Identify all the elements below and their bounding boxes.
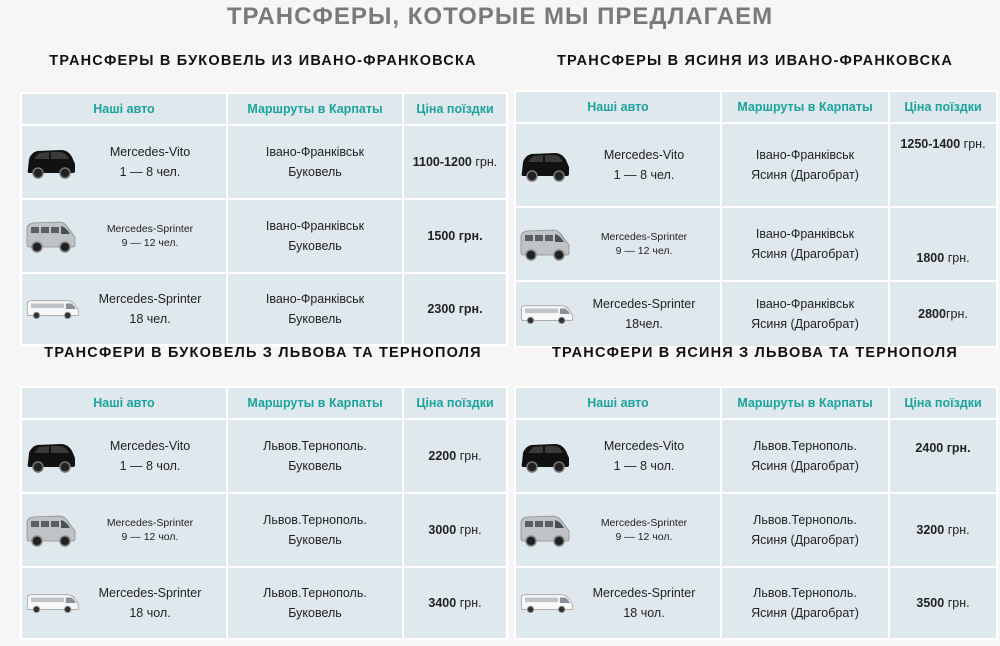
route-from: Львов.Тернополь.: [263, 439, 367, 453]
route-to: Буковель: [288, 239, 342, 253]
price-table: [514, 386, 998, 640]
price-cell: [403, 273, 507, 345]
table-row: [21, 199, 507, 273]
table-row: [515, 207, 997, 281]
route-to: Буковель: [288, 165, 342, 179]
car-name: Mercedes-Vito: [109, 439, 191, 453]
header-routes: Маршруты в Карпаты: [227, 387, 403, 419]
route-cell: [227, 125, 403, 199]
header-price: Ціна поїздки: [889, 91, 997, 123]
price-value: 1800: [916, 251, 945, 265]
table-row: [21, 125, 507, 199]
price-value: 1250-1400: [900, 137, 961, 151]
route-from: Львов.Тернополь.: [263, 586, 367, 600]
route-to: Ясиня (Драгобрат): [751, 533, 859, 547]
car-capacity: 9 — 12 чол.: [121, 531, 179, 543]
table-row: [21, 567, 507, 639]
price-unit: грн.: [960, 137, 986, 151]
table-title: ТРАНСФЕРЫ В ЯСИНЯ ИЗ ИВАНО-ФРАНКОВСКА: [556, 53, 954, 69]
table-row: [515, 419, 997, 493]
header-cars: Наші авто: [515, 91, 721, 123]
price-cell: [403, 199, 507, 273]
header-cars: Наші авто: [515, 387, 721, 419]
price-value: 2800: [918, 307, 946, 321]
car-name: Mercedes-Sprinter: [98, 586, 202, 600]
price-cell: [889, 123, 997, 207]
price-table: [20, 386, 508, 640]
page-title: ТРАНСФЕРЫ, КОТОРЫЕ МЫ ПРЕДЛАГАЕМ: [226, 3, 774, 30]
route-from: Львов.Тернополь.: [753, 586, 857, 600]
header-price: Ціна поїздки: [889, 387, 997, 419]
price-cell: [403, 419, 507, 493]
table-row: [21, 493, 507, 567]
car-name: Mercedes-Sprinter: [106, 223, 194, 235]
table-row: [21, 273, 507, 345]
header-routes: Маршруты в Карпаты: [227, 93, 403, 125]
car-capacity: 1 — 8 чел.: [613, 168, 675, 182]
price-unit: грн.: [456, 523, 482, 537]
black-minivan-icon: [25, 439, 77, 473]
price-value: 3400: [428, 596, 457, 610]
black-minivan-icon: [519, 148, 571, 182]
header-cars: Наші авто: [21, 387, 227, 419]
price-value: 2300 грн.: [427, 302, 483, 316]
car-name: Mercedes-Vito: [109, 145, 191, 159]
header-routes: Маршруты в Карпаты: [721, 91, 889, 123]
price-cell: [889, 419, 997, 493]
silver-van-icon: [25, 219, 77, 253]
car-cell: [21, 493, 227, 567]
black-minivan-icon: [25, 145, 77, 179]
header-cars: Наші авто: [21, 93, 227, 125]
car-name: Mercedes-Sprinter: [106, 517, 194, 529]
route-to: Буковель: [288, 459, 342, 473]
car-cell: [21, 125, 227, 199]
route-to: Ясиня (Драгобрат): [751, 168, 859, 182]
header-price: Ціна поїздки: [403, 387, 507, 419]
price-cell: [889, 207, 997, 281]
table-title: ТРАНСФЕРЫ В БУКОВЕЛЬ ИЗ ИВАНО-ФРАНКОВСКА: [49, 53, 477, 69]
price-table: [20, 92, 508, 346]
car-cell: [21, 273, 227, 345]
route-cell: [721, 207, 889, 281]
price-unit: грн.: [456, 596, 482, 610]
car-capacity: 18 чел.: [129, 312, 171, 326]
route-from: Львов.Тернополь.: [263, 513, 367, 527]
route-from: Івано-Франківськ: [265, 292, 365, 306]
route-cell: [721, 123, 889, 207]
route-cell: [227, 419, 403, 493]
car-capacity: 9 — 12 чел.: [121, 237, 179, 249]
car-name: Mercedes-Sprinter: [600, 517, 688, 529]
table-row: [515, 493, 997, 567]
route-from: Львов.Тернополь.: [753, 439, 857, 453]
route-to: Ясиня (Драгобрат): [751, 459, 859, 473]
price-cell: [403, 125, 507, 199]
price-cell: [889, 493, 997, 567]
route-from: Івано-Франківськ: [265, 219, 365, 233]
price-cell: [889, 281, 997, 347]
car-cell: [515, 493, 721, 567]
silver-van-icon: [519, 513, 571, 547]
route-from: Івано-Франківськ: [755, 297, 855, 311]
price-value: 3500: [916, 596, 945, 610]
price-value: 1100-1200: [412, 155, 472, 169]
table-row: [515, 567, 997, 639]
price-cell: [403, 493, 507, 567]
route-from: Львов.Тернополь.: [753, 513, 857, 527]
car-name: Mercedes-Sprinter: [98, 292, 202, 306]
price-unit: грн.: [944, 596, 970, 610]
table-header-row: [515, 387, 997, 419]
header-price: Ціна поїздки: [403, 93, 507, 125]
silver-van-icon: [25, 513, 77, 547]
route-to: Буковель: [288, 533, 342, 547]
table-title: ТРАНСФЕРИ В БУКОВЕЛЬ З ЛЬВОВА ТА ТЕРНОПОЛЯ: [44, 345, 482, 361]
route-from: Івано-Франківськ: [755, 227, 855, 241]
price-unit: грн.: [944, 251, 970, 265]
car-name: Mercedes-Vito: [603, 439, 685, 453]
car-capacity: 18 чол.: [129, 606, 171, 620]
black-minivan-icon: [519, 439, 571, 473]
header-routes: Маршруты в Карпаты: [721, 387, 889, 419]
white-bus-icon: [519, 303, 575, 325]
price-cell: [403, 567, 507, 639]
route-to: Буковель: [288, 606, 342, 620]
route-from: Івано-Франківськ: [755, 148, 855, 162]
route-cell: [721, 419, 889, 493]
price-value: 3200: [916, 523, 945, 537]
car-name: Mercedes-Vito: [603, 148, 685, 162]
car-cell: [21, 567, 227, 639]
car-cell: [515, 123, 721, 207]
car-capacity: 18 чол.: [623, 606, 665, 620]
car-capacity: 1 — 8 чел.: [119, 165, 181, 179]
route-to: Ясиня (Драгобрат): [751, 247, 859, 261]
table-header-row: [21, 387, 507, 419]
car-cell: [21, 199, 227, 273]
car-capacity: 1 — 8 чол.: [613, 459, 675, 473]
table-title: ТРАНСФЕРИ В ЯСИНЯ З ЛЬВОВА ТА ТЕРНОПОЛЯ: [551, 345, 959, 361]
car-capacity: 1 — 8 чол.: [119, 459, 181, 473]
silver-van-icon: [519, 227, 571, 261]
white-bus-icon: [25, 298, 81, 320]
car-name: Mercedes-Sprinter: [592, 586, 696, 600]
price-value: 2200: [428, 449, 457, 463]
price-unit: грн.: [471, 155, 498, 169]
table-header-row: [21, 93, 507, 125]
route-cell: [721, 493, 889, 567]
table-row: [515, 123, 997, 207]
route-to: Ясиня (Драгобрат): [751, 606, 859, 620]
price-unit: грн.: [944, 523, 970, 537]
price-value: 2400 грн.: [915, 441, 971, 455]
car-cell: [515, 207, 721, 281]
price-unit: грн.: [945, 307, 968, 321]
white-bus-icon: [25, 592, 81, 614]
price-table: [514, 90, 998, 348]
car-capacity: 9 — 12 чел.: [615, 245, 673, 257]
price-cell: [889, 567, 997, 639]
price-value: 1500 грн.: [427, 229, 483, 243]
route-cell: [227, 567, 403, 639]
route-to: Ясиня (Драгобрат): [751, 317, 859, 331]
car-capacity: 18чел.: [625, 317, 663, 331]
price-value: 3000: [428, 523, 457, 537]
table-row: [515, 281, 997, 347]
car-cell: [515, 281, 721, 347]
table-row: [21, 419, 507, 493]
price-unit: грн.: [456, 449, 482, 463]
car-capacity: 9 — 12 чол.: [615, 531, 673, 543]
car-name: Mercedes-Sprinter: [600, 231, 688, 243]
route-cell: [227, 199, 403, 273]
route-from: Івано-Франківськ: [265, 145, 365, 159]
car-cell: [21, 419, 227, 493]
route-cell: [721, 567, 889, 639]
route-cell: [721, 281, 889, 347]
table-header-row: [515, 91, 997, 123]
route-cell: [227, 493, 403, 567]
route-cell: [227, 273, 403, 345]
white-bus-icon: [519, 592, 575, 614]
route-to: Буковель: [288, 312, 342, 326]
car-cell: [515, 419, 721, 493]
car-cell: [515, 567, 721, 639]
car-name: Mercedes-Sprinter: [592, 297, 696, 311]
